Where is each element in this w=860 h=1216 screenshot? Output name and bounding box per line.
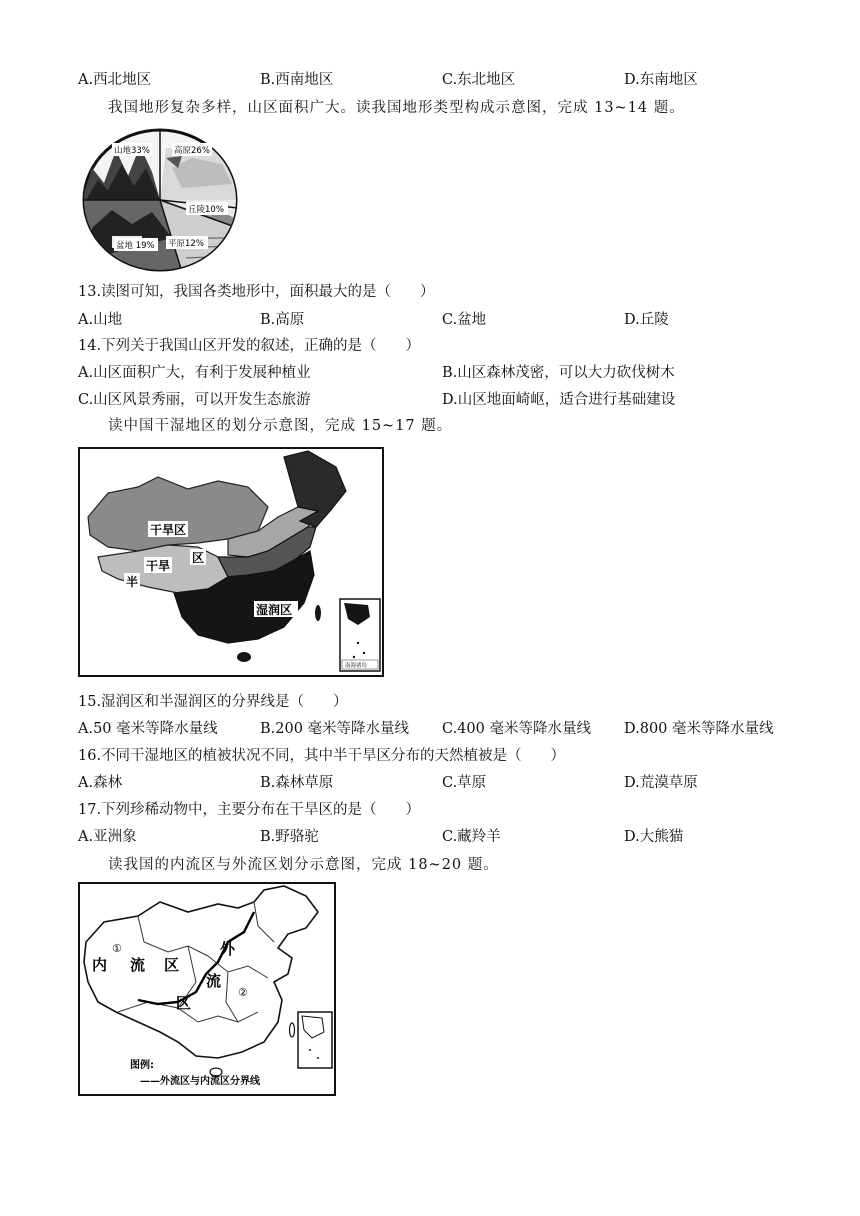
q16-option-b: B.森林草原: [260, 775, 334, 791]
option-a: A.西北地区: [78, 72, 152, 88]
q13-option-a: A.山地: [78, 312, 123, 328]
label-outer-1: 外: [220, 940, 236, 958]
drainage-map-figure: [78, 882, 336, 1096]
label-circle-2: ②: [238, 986, 248, 999]
dry-wet-map-figure: [78, 447, 384, 677]
q13-option-d: D.丘陵: [624, 312, 669, 328]
q17-option-d: D.大熊猫: [624, 829, 684, 845]
q15-option-c: C.400 毫米等降水量线: [442, 721, 591, 737]
q14-option-c: C.山区风景秀丽，可以开发生态旅游: [78, 392, 311, 408]
q13-option-b: B.高原: [260, 312, 305, 328]
intro-15-17: 读中国干湿地区的划分示意图，完成 15~17 题。: [108, 418, 453, 434]
q17-option-a: A.亚洲象: [78, 829, 137, 845]
intro-13-14: 我国地形复杂多样，山区面积广大。读我国地形类型构成示意图，完成 13~14 题。: [108, 100, 685, 116]
label-humid: 湿润区: [256, 603, 293, 617]
q17-stem: 17.下列珍稀动物中，主要分布在干旱区的是（ ）: [78, 802, 421, 818]
label-outer-3: 区: [176, 994, 192, 1012]
label-outer-2: 流: [206, 972, 222, 990]
legend-item: ——外流区与内流区分界线: [140, 1076, 260, 1087]
label-region: 区: [192, 551, 205, 565]
option-b: B.西南地区: [260, 72, 334, 88]
label-circle-1: ①: [112, 942, 122, 955]
terrain-pie-figure: [82, 128, 238, 272]
option-c: C.东北地区: [442, 72, 516, 88]
label-semi: 半: [126, 575, 139, 589]
pie-label-plateau: 高原26%: [174, 146, 210, 156]
option-d: D.东南地区: [624, 72, 698, 88]
q15-stem: 15.湿润区和半湿润区的分界线是（ ）: [78, 694, 348, 710]
q17-option-b: B.野骆驼: [260, 829, 319, 845]
q13-option-c: C.盆地: [442, 312, 487, 328]
pie-label-mountain: 山地33%: [114, 146, 150, 156]
pie-label-basin: 盆地 19%: [116, 241, 155, 251]
label-arid-2: 干旱: [146, 559, 171, 573]
q16-stem: 16.不同干湿地区的植被状况不同，其中半干旱区分布的天然植被是（ ）: [78, 748, 566, 764]
q16-option-d: D.荒漠草原: [624, 775, 698, 791]
inset-label: 南海诸岛: [345, 663, 368, 669]
pie-label-hills: 丘陵10%: [188, 205, 224, 215]
q16-option-c: C.草原: [442, 775, 487, 791]
q17-option-c: C.藏羚羊: [442, 829, 501, 845]
q15-option-b: B.200 毫米等降水量线: [260, 721, 410, 737]
q14-option-b: B.山区森林茂密，可以大力砍伐树木: [442, 365, 675, 381]
legend-title: 图例:: [130, 1060, 154, 1071]
q15-option-a: A.50 毫米等降水量线: [78, 721, 218, 737]
q14-stem: 14.下列关于我国山区开发的叙述，正确的是（ ）: [78, 338, 421, 354]
q14-option-d: D.山区地面崎岖，适合进行基础建设: [442, 392, 676, 408]
q14-option-a: A.山区面积广大，有利于发展种植业: [78, 365, 311, 381]
label-inner-3: 区: [164, 956, 180, 974]
q13-stem: 13.读图可知，我国各类地形中，面积最大的是（ ）: [78, 284, 435, 300]
q16-option-a: A.森林: [78, 775, 123, 791]
pie-label-plain: 平原12%: [168, 239, 204, 249]
intro-18-20: 读我国的内流区与外流区划分示意图，完成 18~20 题。: [108, 857, 499, 873]
label-inner-2: 流: [130, 956, 146, 974]
label-arid: 干旱区: [150, 523, 187, 537]
q15-option-d: D.800 毫米等降水量线: [624, 721, 774, 737]
label-inner-1: 内: [92, 956, 108, 974]
